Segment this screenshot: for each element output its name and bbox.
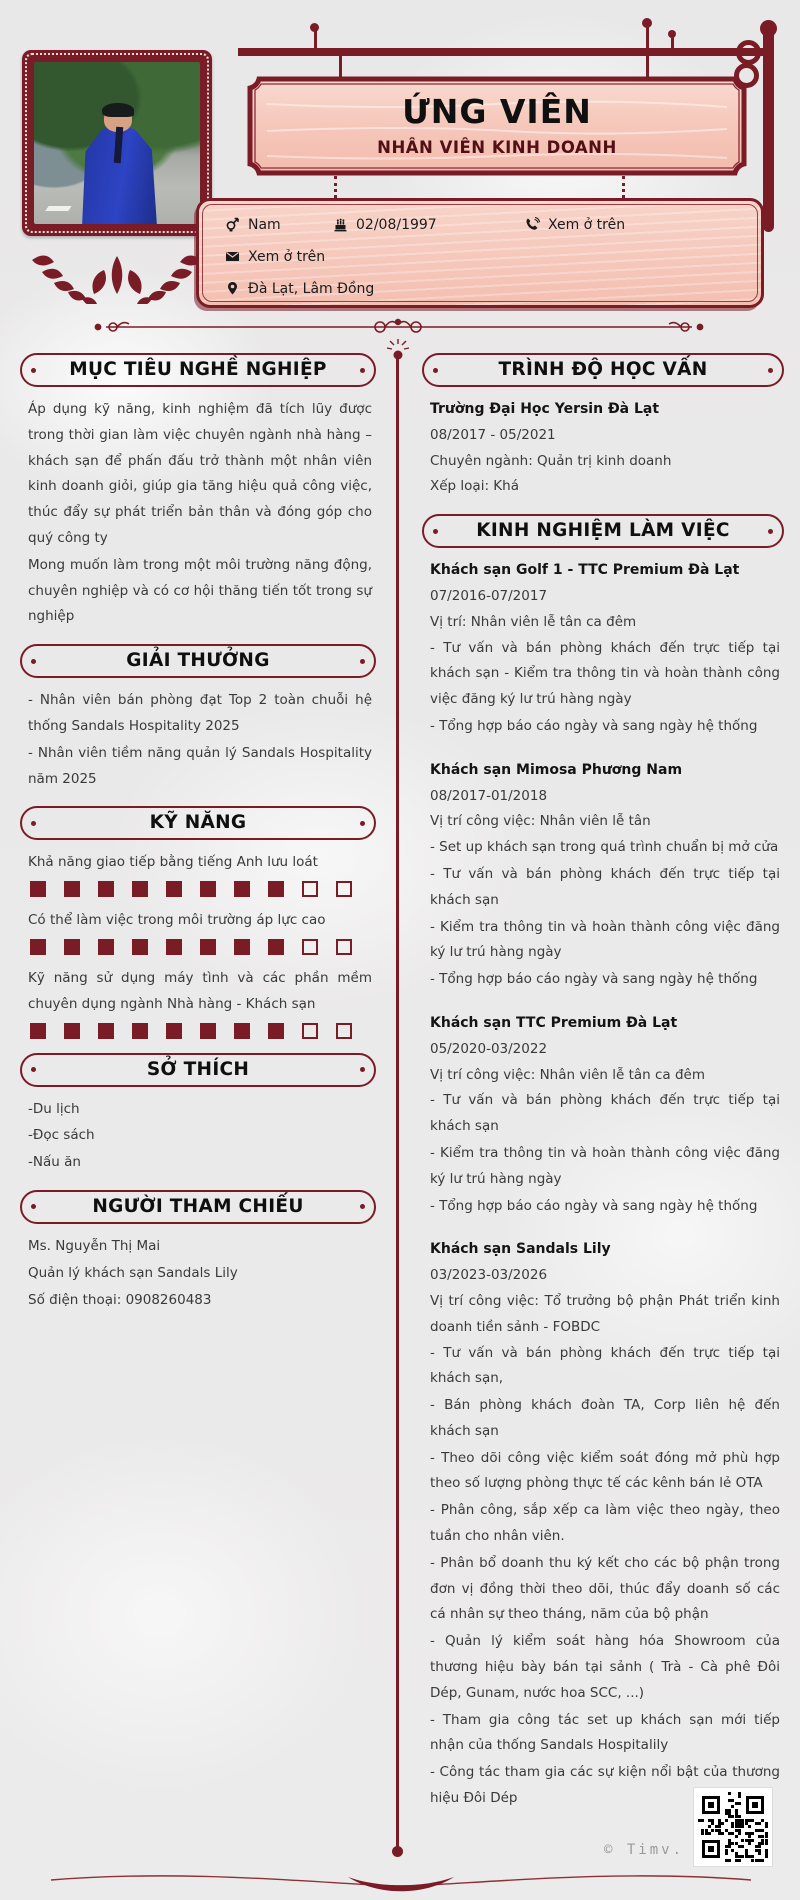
job-company: Khách sạn Mimosa Phương Nam [430,761,683,778]
references-block [20,1234,376,1313]
section-header-experience [422,514,784,548]
skill-level-square [200,881,216,897]
birthday-value: 02/08/1997 [356,217,437,233]
birthday-field [333,217,437,237]
education-block [422,397,784,500]
job-bullet: - Tư vấn và bán phòng khách đến trực tiếp tại khách sạn, [430,1344,780,1387]
bar-pin [671,37,674,49]
job-entry [430,1237,780,1812]
pill-dot [31,1067,36,1072]
pill-dot [31,368,36,373]
job-bullets [430,1341,780,1812]
job-company: Khách sạn TTC Premium Đà Lạt [430,1014,678,1031]
education-period: 08/2017 - 05/2021 [430,426,556,443]
qr-finder [702,1796,720,1814]
reference-line: Quản lý khách sạn Sandals Lily [28,1264,238,1281]
skill-level-square [166,1023,182,1039]
section-title: SỞ THÍCH [146,1058,250,1080]
job-bullets [430,1088,780,1219]
pill-dot [31,1204,36,1209]
skill-level-square [302,1023,318,1039]
skill-level-square [132,1023,148,1039]
job-period: 07/2016-07/2017 [430,587,548,604]
skill-level-square [336,1023,352,1039]
phone-icon [525,217,540,232]
skill-item [28,908,372,955]
candidate-photo [34,62,200,224]
right-column [422,345,784,1830]
gender-field [225,217,281,237]
skill-level-square [30,881,46,897]
skill-item [28,850,372,897]
phone-value: Xem ở trên [548,217,626,233]
right-pole [763,30,774,232]
skill-level-square [234,939,250,955]
skill-level-square [234,1023,250,1039]
skill-level-square [64,1023,80,1039]
candidate-subtitle: NHÂN VIÊN KINH DOANH [377,138,617,157]
pill-dot [360,659,365,664]
job-position: Vị trí công việc: Nhân viên lễ tân ca đêm [430,1066,706,1083]
section-title: KỸ NĂNG [149,812,247,834]
reference-line: Ms. Nguyễn Thị Mai [28,1237,161,1254]
objective-text [20,397,376,630]
job-position: Vị trí công việc: Nhân viên lễ tân [430,813,651,830]
dotted-hanger [334,176,337,198]
left-column [20,345,376,1314]
education-major: Chuyên ngành: Quản trị kinh doanh [430,452,672,469]
section-header-skills [20,806,376,840]
skill-item [28,966,372,1039]
hobby-item: -Du lịch [28,1100,80,1117]
skill-level-bar [30,881,352,897]
job-bullet: - Tổng hợp báo cáo ngày và sang ngày hệ thống [430,971,758,988]
skill-level-square [98,939,114,955]
skill-level-square [166,881,182,897]
pill-dot [768,529,773,534]
skill-level-square [302,881,318,897]
skill-level-square [98,881,114,897]
job-bullet: - Tham gia công tác set up khách sạn mới tiếp nhận của thống Sandals Hospitalily [430,1711,780,1754]
pill-dot [360,1204,365,1209]
photo-frame [22,50,212,236]
job-bullet: - Phân bổ doanh thu ký kết cho các bộ phận trong đơn vị đồng thời theo dõi, thúc đẩy doanh số các cá nhân sự theo tháng, năm của bộ phận [430,1554,780,1623]
pole-ring [736,40,761,65]
location-icon [225,281,240,296]
job-position: Vị trí: Nhân viên lễ tân ca đêm [430,613,637,630]
skill-level-square [200,1023,216,1039]
section-title: NGƯỜI THAM CHIẾU [92,1195,304,1217]
objective-paragraph: Mong muốn làm trong một môi trường năng động, chuyên nghiệp và có cơ hội thăng tiến tốt trong sự nghiệp [28,556,372,625]
pill-dot [360,368,365,373]
job-bullet: - Kiểm tra thông tin và hoàn thành công việc đăng ký lư trú hàng ngày [430,918,780,961]
phone-field [525,217,625,237]
section-title: TRÌNH ĐỘ HỌC VẤN [498,359,708,380]
job-entry [430,758,780,993]
watermark: © Timv. [604,1842,685,1858]
pill-dot [768,368,773,373]
pill-dot [360,821,365,826]
job-bullet: - Quản lý kiểm soát hàng hóa Showroom của thương hiệu bày bán tại sảnh ( Trà - Cà phê Đôi Dép, Gunam, nước hoa SCC, ...) [430,1633,780,1701]
award-item: - Nhân viên tiềm năng quản lý Sandals Hospitality năm 2025 [28,744,372,787]
bar-pin-ball [668,30,676,38]
skills-list [20,850,376,1038]
skill-level-square [336,939,352,955]
email-icon [225,249,240,264]
skill-level-square [30,939,46,955]
birthday-icon [333,217,348,232]
award-item: - Nhân viên bán phòng đạt Top 2 toàn chuỗi hệ thống Sandals Hospitality 2025 [28,692,372,734]
pill-dot [433,368,438,373]
bar-pin-ball [642,18,652,28]
job-period: 03/2023-03/2026 [430,1267,548,1284]
email-field [225,249,325,269]
location-value: Đà Lạt, Lâm Đồng [248,281,375,297]
skill-level-square [30,1023,46,1039]
bar-pin-ball [310,23,319,32]
column-divider-line [396,358,399,1848]
section-title: GIẢI THƯỞNG [126,650,270,672]
section-header-awards [20,644,376,678]
hobby-item: -Nấu ăn [28,1154,81,1171]
gender-value: Nam [248,217,281,233]
job-bullet: - Bán phòng khách đoàn TA, Corp liên hệ đến khách sạn [430,1397,780,1439]
pill-dot [433,529,438,534]
sign-hanger [339,56,342,78]
skill-level-square [64,881,80,897]
education-school: Trường Đại Học Yersin Đà Lạt [430,401,660,417]
hobby-item: -Đọc sách [28,1127,95,1144]
qr-finder [746,1796,764,1814]
skill-level-square [336,881,352,897]
job-bullet: - Tổng hợp báo cáo ngày và sang ngày hệ thống [430,1197,758,1214]
job-entry [430,558,780,740]
skill-level-square [132,939,148,955]
email-value: Xem ở trên [248,249,326,265]
skill-level-square [98,1023,114,1039]
skill-level-square [64,939,80,955]
skill-label: Khả năng giao tiếp bằng tiếng Anh lưu loát [28,854,318,871]
job-bullet: - Kiểm tra thông tin và hoàn thành công việc đăng ký lư trú hàng ngày [430,1144,780,1187]
job-entry [430,1011,780,1219]
location-field [225,281,374,301]
section-title: MỤC TIÊU NGHỀ NGHIỆP [69,359,327,380]
pill-dot [31,659,36,664]
skill-level-bar [30,939,352,955]
skill-label: Kỹ năng sử dụng máy tình và các phần mềm chuyên dụng ngành Nhà hàng - Khách sạn [28,969,372,1012]
gender-icon [225,217,240,232]
footer-swoosh [48,1864,754,1894]
skill-level-square [200,939,216,955]
section-title: KINH NGHIỆM LÀM VIỆC [476,520,730,542]
skill-level-square [132,881,148,897]
education-grade: Xếp loại: Khá [430,478,519,495]
qr-pattern [698,1792,768,1862]
job-bullet: - Tư vấn và bán phòng khách đến trực tiếp tại khách sạn [430,865,780,908]
section-header-objective [20,353,376,387]
job-bullet: - Set up khách sạn trong quá trình chuẩn bị mở cửa [430,839,779,856]
pill-dot [31,821,36,826]
section-header-education [422,353,784,387]
job-bullet: - Tư vấn và bán phòng khách đến trực tiếp tại khách sạn [430,1092,780,1135]
job-bullet: - Phân công, sắp xếp ca làm việc theo ngày, theo tuần cho nhân viên. [430,1502,780,1545]
job-period: 08/2017-01/2018 [430,787,548,804]
bar-pin [646,27,649,78]
experience-list [422,558,784,1812]
skill-level-square [268,939,284,955]
hobbies-list [20,1097,376,1176]
section-header-hobbies [20,1053,376,1087]
job-bullet: - Công tác tham gia các sự kiện nổi bật của thương hiệu Đôi Dép [430,1764,780,1807]
job-bullets [430,835,780,993]
skill-level-square [166,939,182,955]
pill-dot [360,1067,365,1072]
contact-info-box [196,198,764,308]
job-bullet: - Theo dõi công việc kiểm soát đóng mở phù hợp theo số lượng phòng thực tế các kênh bán lẻ OTA [430,1449,780,1492]
column-divider-end-dot [392,1846,403,1857]
job-bullet: - Tư vấn và bán phòng khách đến trực tiếp tại khách sạn - Kiểm tra thông tin và hoàn thành công việc đăng ký lư trú hàng ngày [430,639,780,708]
laurel-ornament [24,242,210,304]
job-bullet: - Tổng hợp báo cáo ngày và sang ngày hệ thống [430,717,758,734]
skill-level-bar [30,1023,352,1039]
bar-pin [314,31,317,50]
candidate-title: ỨNG VIÊN [402,92,592,131]
skill-level-square [302,939,318,955]
job-position: Vị trí công việc: Tổ trưởng bộ phận Phát triển kinh doanh tiền sảnh - FOBDC [430,1292,780,1335]
awards-list [20,688,376,792]
skill-level-square [268,881,284,897]
section-header-references [20,1190,376,1224]
skill-level-square [268,1023,284,1039]
job-company: Khách sạn Golf 1 - TTC Premium Đà Lạt [430,562,740,579]
title-sign [247,76,747,176]
skill-label: Có thể làm việc trong môi trường áp lực cao [28,912,326,929]
qr-code [694,1788,772,1866]
skill-level-square [234,881,250,897]
hanging-bar [238,48,766,56]
pole-knob [760,20,777,37]
qr-finder [702,1840,720,1858]
objective-paragraph: Áp dụng kỹ năng, kinh nghiệm đã tích lũy được trong thời gian làm việc chuyên ngành nhà hàng – khách sạn để phấn đấu trở thành một nhân viên kinh doanh giỏi, giúp gia tăng hiệu quả công việc, thúc đẩy sự phát triển bản thân và đóng góp cho quý công ty [28,401,372,546]
job-company: Khách sạn Sandals Lily [430,1241,611,1258]
job-period: 05/2020-03/2022 [430,1040,548,1057]
job-bullets [430,636,780,740]
dotted-hanger [622,176,625,198]
photo-road-stripe [46,206,73,211]
reference-line: Số điện thoại: 0908260483 [28,1291,212,1308]
photo-hair [102,103,134,118]
